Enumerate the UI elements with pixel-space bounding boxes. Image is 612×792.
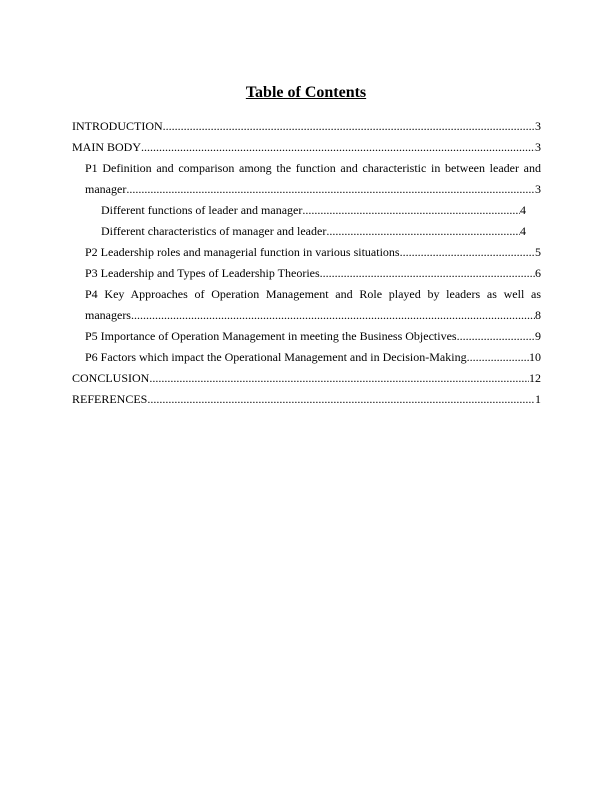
- toc-entry-text: Different characteristics of manager and leader: [101, 224, 327, 238]
- toc-leader-dots: [400, 242, 535, 263]
- toc-entry-page: 9: [535, 329, 541, 343]
- toc-leader-dots: [131, 305, 535, 326]
- toc-entry-page: 3: [535, 182, 541, 196]
- toc-entry-page: 10: [529, 350, 541, 364]
- toc-entry-text: P6 Factors which impact the Operational Management and in Decision-Making: [85, 350, 467, 364]
- table-of-contents: [72, 116, 541, 410]
- toc-entry-text: REFERENCES: [72, 392, 148, 406]
- toc-entry-page: 3: [535, 140, 541, 154]
- toc-entry-p5[interactable]: [85, 326, 541, 347]
- toc-entry-text: P3 Leadership and Types of Leadership Theories: [85, 266, 320, 280]
- toc-entry-text: P5 Importance of Operation Management in meeting the Business Objectives: [85, 329, 457, 343]
- toc-entry-p6[interactable]: [85, 347, 541, 368]
- toc-entry-references[interactable]: [72, 389, 541, 410]
- toc-leader-dots: [141, 137, 535, 158]
- toc-entry-p4[interactable]: [85, 284, 541, 326]
- toc-entry-p2[interactable]: [85, 242, 541, 263]
- toc-entry-text-line2: managers: [85, 308, 131, 322]
- toc-leader-dots: [147, 389, 535, 410]
- toc-leader-dots: [467, 347, 529, 368]
- toc-entry-characteristics-manager-leader[interactable]: [101, 221, 526, 242]
- toc-entry-text: CONCLUSION: [72, 371, 150, 385]
- toc-leader-dots: [126, 179, 535, 200]
- toc-entry-page: 5: [535, 245, 541, 259]
- toc-entry-text-line1: P1 Definition and comparison among the function and characteristic in between leader and: [85, 161, 541, 175]
- toc-entry-conclusion[interactable]: [72, 368, 541, 389]
- toc-entry-text: MAIN BODY: [72, 140, 141, 154]
- toc-entry-text: P2 Leadership roles and managerial function in various situations: [85, 245, 400, 259]
- toc-leader-dots: [149, 368, 529, 389]
- toc-entry-page: 12: [529, 371, 541, 385]
- toc-entry-page: 6: [535, 266, 541, 280]
- toc-entry-text: Different functions of leader and manager: [101, 203, 303, 217]
- toc-leader-dots: [326, 221, 520, 242]
- toc-entry-text-line1: P4 Key Approaches of Operation Management and Role played by leaders as well as: [85, 287, 541, 301]
- toc-entry-main-body[interactable]: [72, 137, 541, 158]
- toc-leader-dots: [163, 116, 535, 137]
- toc-entry-p3[interactable]: [85, 263, 541, 284]
- toc-leader-dots: [320, 263, 535, 284]
- toc-leader-dots: [457, 326, 535, 347]
- toc-entry-introduction[interactable]: [72, 116, 541, 137]
- toc-entry-page: 3: [535, 119, 541, 133]
- toc-entry-text: INTRODUCTION: [72, 119, 163, 133]
- toc-entry-page: 8: [535, 308, 541, 322]
- toc-entry-text-line2: manager: [85, 182, 127, 196]
- toc-entry-functions-leader-manager[interactable]: [101, 200, 526, 221]
- toc-entry-page: 1: [535, 392, 541, 406]
- toc-entry-p1[interactable]: [85, 158, 541, 200]
- toc-leader-dots: [302, 200, 520, 221]
- toc-entry-page: 4: [520, 224, 526, 238]
- toc-title: Table of Contents: [245, 84, 367, 101]
- toc-entry-page: 4: [520, 203, 526, 217]
